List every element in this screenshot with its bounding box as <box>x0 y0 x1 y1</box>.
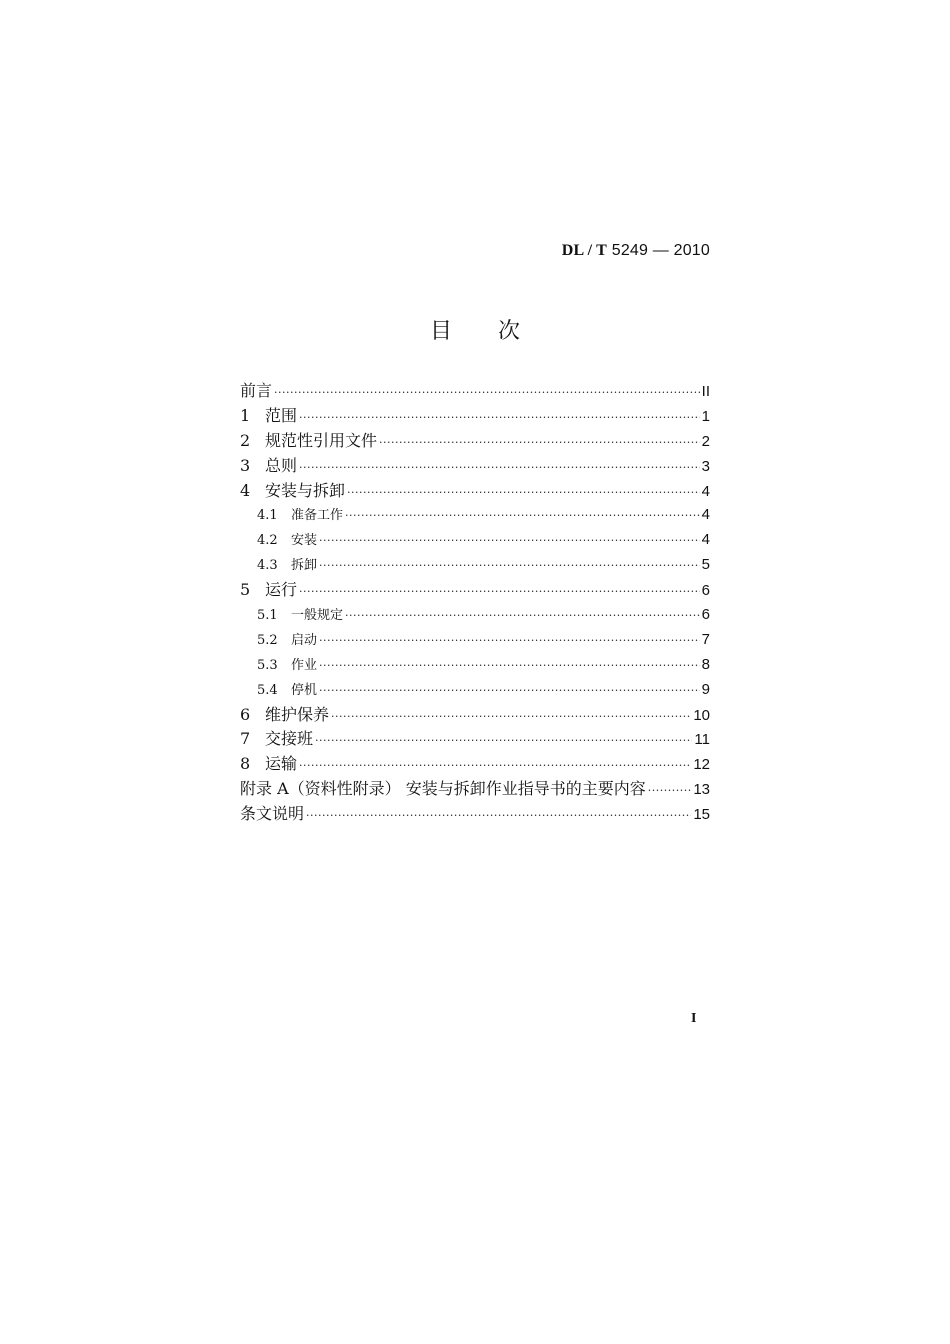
toc-entry-1[interactable] <box>240 404 710 429</box>
toc-leader-dots <box>379 431 700 456</box>
toc-entry-8[interactable] <box>240 752 710 777</box>
toc-entry-page: 10 <box>693 706 710 724</box>
toc-entry-page: 8 <box>701 655 710 673</box>
table-of-contents <box>240 379 710 827</box>
toc-entry-number: 6 <box>240 704 251 724</box>
toc-leader-dots <box>345 504 700 529</box>
toc-entry-page: 11 <box>694 731 710 749</box>
toc-leader-dots <box>299 406 700 431</box>
toc-entry-page: 1 <box>701 407 710 425</box>
toc-entry-page: 3 <box>701 457 710 475</box>
toc-leader-dots <box>319 629 700 654</box>
toc-entry-page: II <box>701 383 710 400</box>
toc-entry-foreword[interactable] <box>240 379 710 404</box>
toc-entry-2[interactable] <box>240 429 710 454</box>
toc-entry-label: 停机 <box>291 682 318 698</box>
toc-entry-page: 15 <box>693 806 710 824</box>
toc-entry-label: 维护保养 <box>265 704 330 724</box>
toc-leader-dots <box>319 554 700 579</box>
toc-entry-page: 7 <box>701 630 710 648</box>
toc-entry-7[interactable] <box>240 727 710 752</box>
toc-leader-dots <box>299 580 700 605</box>
toc-entry-number: 5 <box>240 580 251 600</box>
document-code-prefix: DL / T <box>561 242 608 259</box>
toc-entry-label: 安装 <box>291 533 318 549</box>
toc-entry-label: 规范性引用文件 <box>265 430 378 450</box>
toc-entry-number: 3 <box>240 455 251 475</box>
toc-leader-dots <box>319 679 700 704</box>
toc-entry-5-1[interactable] <box>240 603 710 628</box>
toc-entry-label: 一般规定 <box>291 608 344 624</box>
toc-entry-label: 条文说明 <box>240 804 305 824</box>
toc-entry-label: 启动 <box>291 632 318 648</box>
toc-entry-label: 前言 <box>240 381 273 400</box>
toc-entry-label: 安装与拆卸 <box>265 480 346 500</box>
toc-entry-label: 准备工作 <box>291 508 344 524</box>
toc-entry-page: 13 <box>693 781 710 799</box>
toc-entry-label: 运行 <box>265 580 298 600</box>
toc-entry-appendix-a[interactable] <box>240 777 710 802</box>
toc-entry-label: 运输 <box>265 754 298 774</box>
toc-entry-page: 6 <box>701 606 710 624</box>
toc-entry-number: 5.2 <box>257 632 278 648</box>
toc-entry-number: 4.3 <box>257 558 278 574</box>
toc-entry-4-3[interactable] <box>240 553 710 578</box>
page-title <box>0 314 950 345</box>
toc-entry-page: 4 <box>701 531 710 549</box>
toc-entry-number: 1 <box>240 405 251 425</box>
toc-entry-page: 5 <box>701 556 710 574</box>
toc-leader-dots <box>319 529 700 554</box>
toc-entry-number: 7 <box>240 729 251 749</box>
toc-entry-5-2[interactable] <box>240 628 710 653</box>
toc-entry-5[interactable] <box>240 578 710 603</box>
document-code-number: 5249 — 2010 <box>611 242 710 259</box>
page-title-char-1: 目 <box>430 319 453 344</box>
toc-leader-dots <box>319 654 700 679</box>
toc-entry-number: 5.3 <box>257 657 278 673</box>
toc-entry-6[interactable] <box>240 703 710 728</box>
toc-entry-number: 5.4 <box>257 682 278 698</box>
toc-entry-3[interactable] <box>240 454 710 479</box>
toc-entry-page: 2 <box>701 432 710 450</box>
toc-entry-page: 4 <box>701 482 710 500</box>
toc-entry-label: 拆卸 <box>291 558 318 574</box>
toc-entry-number: 4 <box>240 480 251 500</box>
toc-leader-dots <box>331 705 691 730</box>
page-title-char-2: 次 <box>498 319 521 344</box>
toc-leader-dots <box>306 804 691 829</box>
toc-entry-number: 2 <box>240 430 251 450</box>
toc-entry-label: 总则 <box>265 455 298 475</box>
toc-entry-number: 8 <box>240 754 251 774</box>
toc-leader-dots <box>315 729 692 754</box>
toc-entry-5-3[interactable] <box>240 653 710 678</box>
toc-leader-dots <box>299 754 691 779</box>
toc-entry-label: 作业 <box>291 657 318 673</box>
page-number: I <box>691 1011 697 1026</box>
toc-entry-4-2[interactable] <box>240 528 710 553</box>
toc-leader-dots <box>345 604 700 629</box>
toc-entry-page: 4 <box>701 506 710 524</box>
toc-entry-label: 交接班 <box>265 729 314 749</box>
toc-leader-dots <box>299 456 700 481</box>
toc-leader-dots <box>347 481 700 506</box>
toc-entry-page: 9 <box>701 680 710 698</box>
toc-entry-number: 4.1 <box>257 508 278 524</box>
toc-entry-4[interactable] <box>240 479 710 504</box>
toc-entry-label: 附录 A（资料性附录） 安装与拆卸作业指导书的主要内容 <box>240 779 646 799</box>
toc-entry-explanation[interactable] <box>240 802 710 827</box>
toc-entry-5-4[interactable] <box>240 678 710 703</box>
toc-entry-number: 4.2 <box>257 533 278 549</box>
toc-entry-number: 5.1 <box>257 608 278 624</box>
toc-leader-dots <box>274 381 700 406</box>
toc-leader-dots <box>648 779 692 804</box>
document-code <box>562 242 710 260</box>
toc-entry-page: 12 <box>693 756 710 774</box>
toc-entry-page: 6 <box>701 582 710 600</box>
toc-entry-4-1[interactable] <box>240 503 710 528</box>
toc-entry-label: 范围 <box>265 405 298 425</box>
